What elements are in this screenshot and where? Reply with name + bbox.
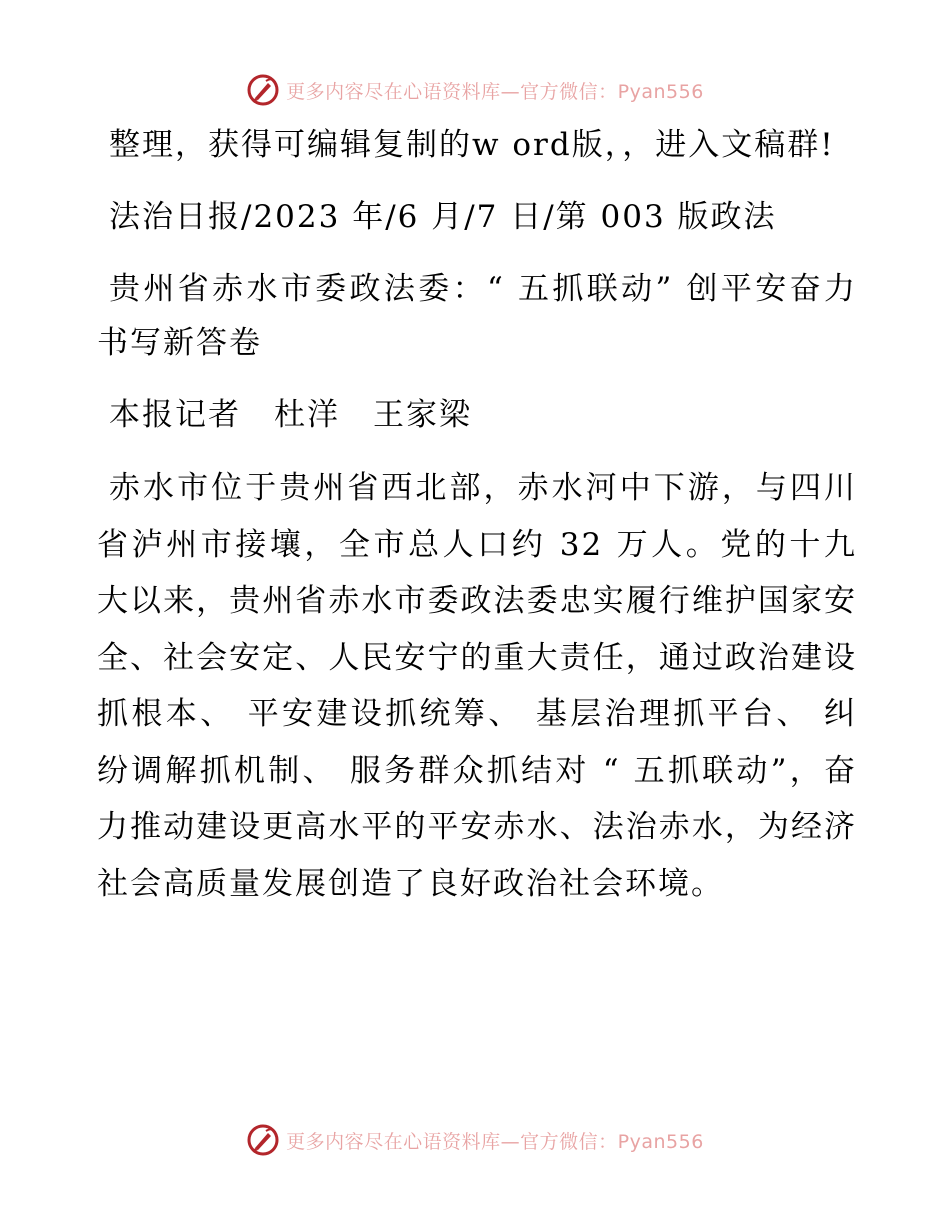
body-paragraph: 赤水市位于贵州省西北部，赤水河中下游，与四川省泸州市接壤，全市总人口约 32 万人。党的十九大以来，贵州省赤水市委政法委忠实履行维护国家安全、社会安定、人民安宁的重大责任，通过政治建设抓根本、 平安建设抓统筹、 基层治理抓平台、 纠纷调解抓机制、 服务群众抓结对 “ 五抓联动”，奋力推动建设更高水平的平安赤水、法治赤水，为经济社会高质量发展创造了良好政治社会环境。 xyxy=(97,470,857,902)
document-body xyxy=(97,118,857,930)
banner-text: 更多内容尽在心语资料库—官方微信：Pyan556 xyxy=(286,1130,704,1153)
pen-logo-icon xyxy=(246,1123,280,1157)
byline: 本报记者 杜洋 王家梁 xyxy=(109,397,472,433)
footer-banner xyxy=(0,1120,950,1160)
banner-text: 更多内容尽在心语资料库—官方微信：Pyan556 xyxy=(286,80,704,103)
header-banner xyxy=(0,70,950,110)
pen-logo-icon xyxy=(246,73,280,107)
intro-paragraph: 整理，获得可编辑复制的w ord版，，进入文稿群! xyxy=(109,127,835,163)
headline: 贵州省赤水市委政法委：“ 五抓联动” 创平安奋力书写新答卷 xyxy=(97,271,857,361)
source-line: 法治日报/2023 年/6 月/7 日/第 003 版政法 xyxy=(109,199,777,235)
